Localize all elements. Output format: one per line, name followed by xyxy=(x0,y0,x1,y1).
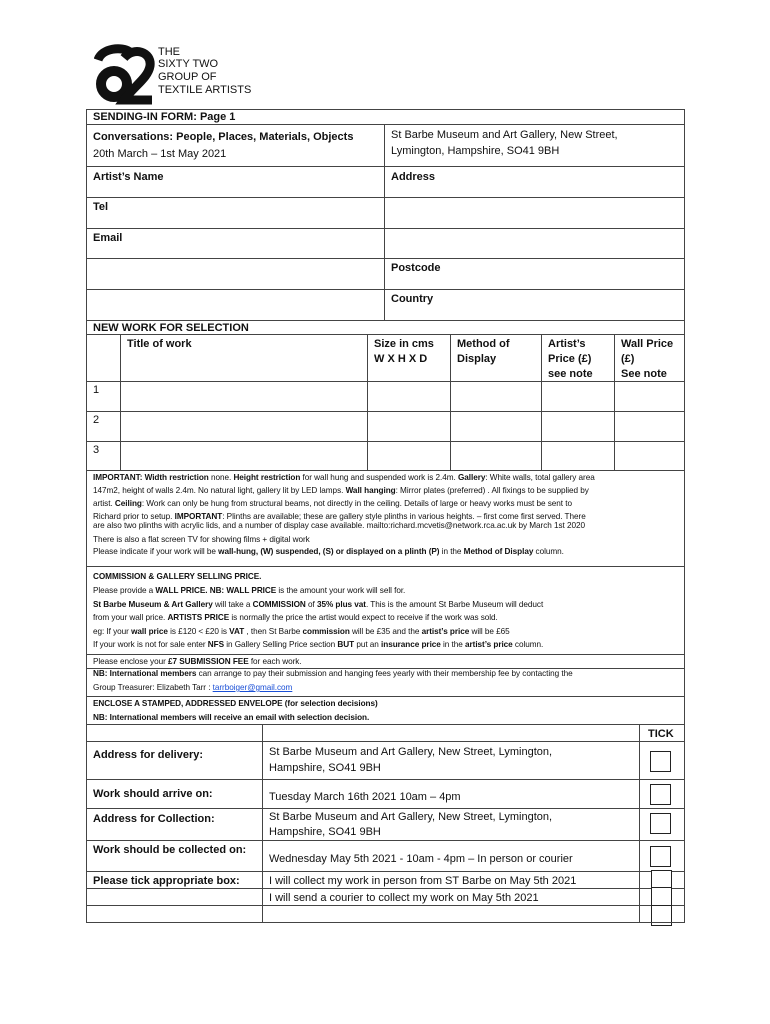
delivery-value-2: Hampshire, SO41 9BH xyxy=(269,762,381,774)
logo-line-2: SIXTY TWO xyxy=(158,58,219,70)
col-size-1: Size in cms xyxy=(374,338,434,350)
arrive-value: Tuesday March 16th 2021 10am – 4pm xyxy=(269,791,461,803)
logo-mark xyxy=(94,44,156,106)
fee-line-3: Group Treasurer: Elizabeth Tarr : tarrboiger@gmail.com xyxy=(93,683,293,692)
collection-label: Address for Collection: xyxy=(93,813,215,825)
email-label: Email xyxy=(93,232,123,244)
important-line-2: 147m2, height of walls 2.4m. No natural light, gallery lit by LED lamps. Wall hanging: Mirror plates (preferred) . All fixings to be supplied by xyxy=(93,486,589,495)
option-2-label: I will send a courier to collect my work on May 5th 2021 xyxy=(269,892,539,904)
collected-tick-box[interactable] xyxy=(650,846,671,867)
col-artist-price-2: Price (£) xyxy=(548,353,592,365)
commission-line-3: from your wall price. ARTISTS PRICE is normally the price the artist would expect to receive if the work was sold. xyxy=(93,613,498,622)
country-field[interactable] xyxy=(450,291,682,318)
col-artist-price-1: Artist’s xyxy=(548,338,586,350)
option-1-label: I will collect my work in person from ST Barbe on May 5th 2021 xyxy=(269,875,577,887)
country-label: Country xyxy=(391,293,434,305)
collection-tick-box[interactable] xyxy=(650,813,671,834)
tick-header: TICK xyxy=(648,728,674,740)
exhibition-dates: 20th March – 1st May 2021 xyxy=(93,148,227,160)
delivery-label: Address for delivery: xyxy=(93,749,204,761)
row-number-2: 2 xyxy=(93,414,100,426)
collected-value: Wednesday May 5th 2021 - 10am - 4pm – In person or courier xyxy=(269,853,573,865)
artist-name-label: Artist’s Name xyxy=(93,171,164,183)
fee-line-2: NB: International members can arrange to pay their submission and hanging fees yearly with their membership fee by contacting the xyxy=(93,669,573,678)
row-number-3: 3 xyxy=(93,444,100,456)
logo-line-3: GROUP OF xyxy=(158,71,217,83)
exhibition-title: Conversations: People, Places, Materials, Objects xyxy=(93,131,354,143)
commission-line-2: St Barbe Museum & Art Gallery will take a COMMISSION of 35% plus vat. This is the amount St Barbe Museum will deduct xyxy=(93,600,544,609)
collection-value-1: St Barbe Museum and Art Gallery, New Street, Lymington, xyxy=(269,811,553,823)
col-wall-price-3: See note xyxy=(621,368,667,380)
commission-line-1: Please provide a WALL PRICE. NB: WALL PRICE is the amount your work will sell for. xyxy=(93,586,406,595)
venue-line-2: Lymington, Hampshire, SO41 9BH xyxy=(391,145,560,157)
col-wall-price-2: (£) xyxy=(621,353,635,365)
form-title: SENDING-IN FORM: Page 1 xyxy=(93,111,236,123)
postcode-label: Postcode xyxy=(391,262,441,274)
envelope-line-2: NB: International members will receive an email with selection decision. xyxy=(93,713,370,722)
arrive-label: Work should arrive on: xyxy=(93,788,213,800)
tel-field[interactable] xyxy=(120,199,382,226)
col-title: Title of work xyxy=(127,338,192,350)
venue-line-1: St Barbe Museum and Art Gallery, New Street, xyxy=(391,129,618,141)
commission-heading: COMMISSION & GALLERY SELLING PRICE. xyxy=(93,572,262,581)
treasurer-email-link[interactable]: tarrboiger@gmail.com xyxy=(212,683,293,692)
delivery-tick-box[interactable] xyxy=(650,751,671,772)
address-field[interactable] xyxy=(386,183,682,196)
important-line-1: IMPORTANT: Width restriction none. Height restriction for wall hung and suspended work is 2.4m. Gallery: White walls, total gallery area xyxy=(93,473,595,482)
col-artist-price-3: see note xyxy=(548,368,593,380)
collection-value-2: Hampshire, SO41 9BH xyxy=(269,826,381,838)
tel-label: Tel xyxy=(93,201,109,213)
collected-label: Work should be collected on: xyxy=(93,844,247,856)
logo-line-4: TEXTILE ARTISTS xyxy=(158,84,252,96)
artist-name-field[interactable] xyxy=(88,183,382,196)
email-field[interactable] xyxy=(130,230,382,257)
col-wall-price-1: Wall Price xyxy=(621,338,674,350)
new-work-heading: NEW WORK FOR SELECTION xyxy=(93,322,249,334)
commission-line-4: eg: If your wall price is £120 < £20 is VAT , then St Barbe commission will be £35 and the artist’s price will be £65 xyxy=(93,627,510,636)
important-line-4: Richard prior to setup. IMPORTANT: Plinths are available; these are gallery style plinths in various heights. – first come first served. There xyxy=(93,512,586,521)
important-line-6: There is also a flat screen TV for showing films + digital work xyxy=(93,535,310,544)
commission-line-5: If your work is not for sale enter NFS in Gallery Selling Price section BUT put an insurance price in the artist’s price column. xyxy=(93,640,544,649)
delivery-value-1: St Barbe Museum and Art Gallery, New Street, Lymington, xyxy=(269,746,553,758)
address-label: Address xyxy=(391,171,436,183)
arrive-tick-box[interactable] xyxy=(650,784,671,805)
col-size-2: W X H X D xyxy=(374,353,428,365)
postcode-field[interactable] xyxy=(450,260,682,287)
work-1-title-field[interactable] xyxy=(122,383,366,410)
important-line-7: Please indicate if your work will be wall-hung, (W) suspended, (S) or displayed on a plinth (P) in the Method of Display column. xyxy=(93,547,564,556)
tick-label: Please tick appropriate box: xyxy=(93,875,240,887)
col-method-2: Display xyxy=(457,353,497,365)
important-line-5: are also two plinths with acrylic lids, and a number of display case available. mailto:richard.mcvetis@network.rca.ac.uk by March 1st 2020 xyxy=(93,521,585,530)
work-2-title-field[interactable] xyxy=(122,413,366,440)
fee-line-1: Please enclose your £7 SUBMISSION FEE for each work. xyxy=(93,657,302,666)
important-line-3: artist. Ceiling: Work can only be hung from structural beams, not directly in the ceiling. Details of large or heavy works must be sent to xyxy=(93,499,572,508)
envelope-line-1: ENCLOSE A STAMPED, ADDRESSED ENVELOPE (for selection decisions) xyxy=(93,699,378,708)
logo-line-1: THE xyxy=(158,46,180,58)
col-method-1: Method of xyxy=(457,338,510,350)
work-3-title-field[interactable] xyxy=(122,443,366,469)
row-number-1: 1 xyxy=(93,384,100,396)
